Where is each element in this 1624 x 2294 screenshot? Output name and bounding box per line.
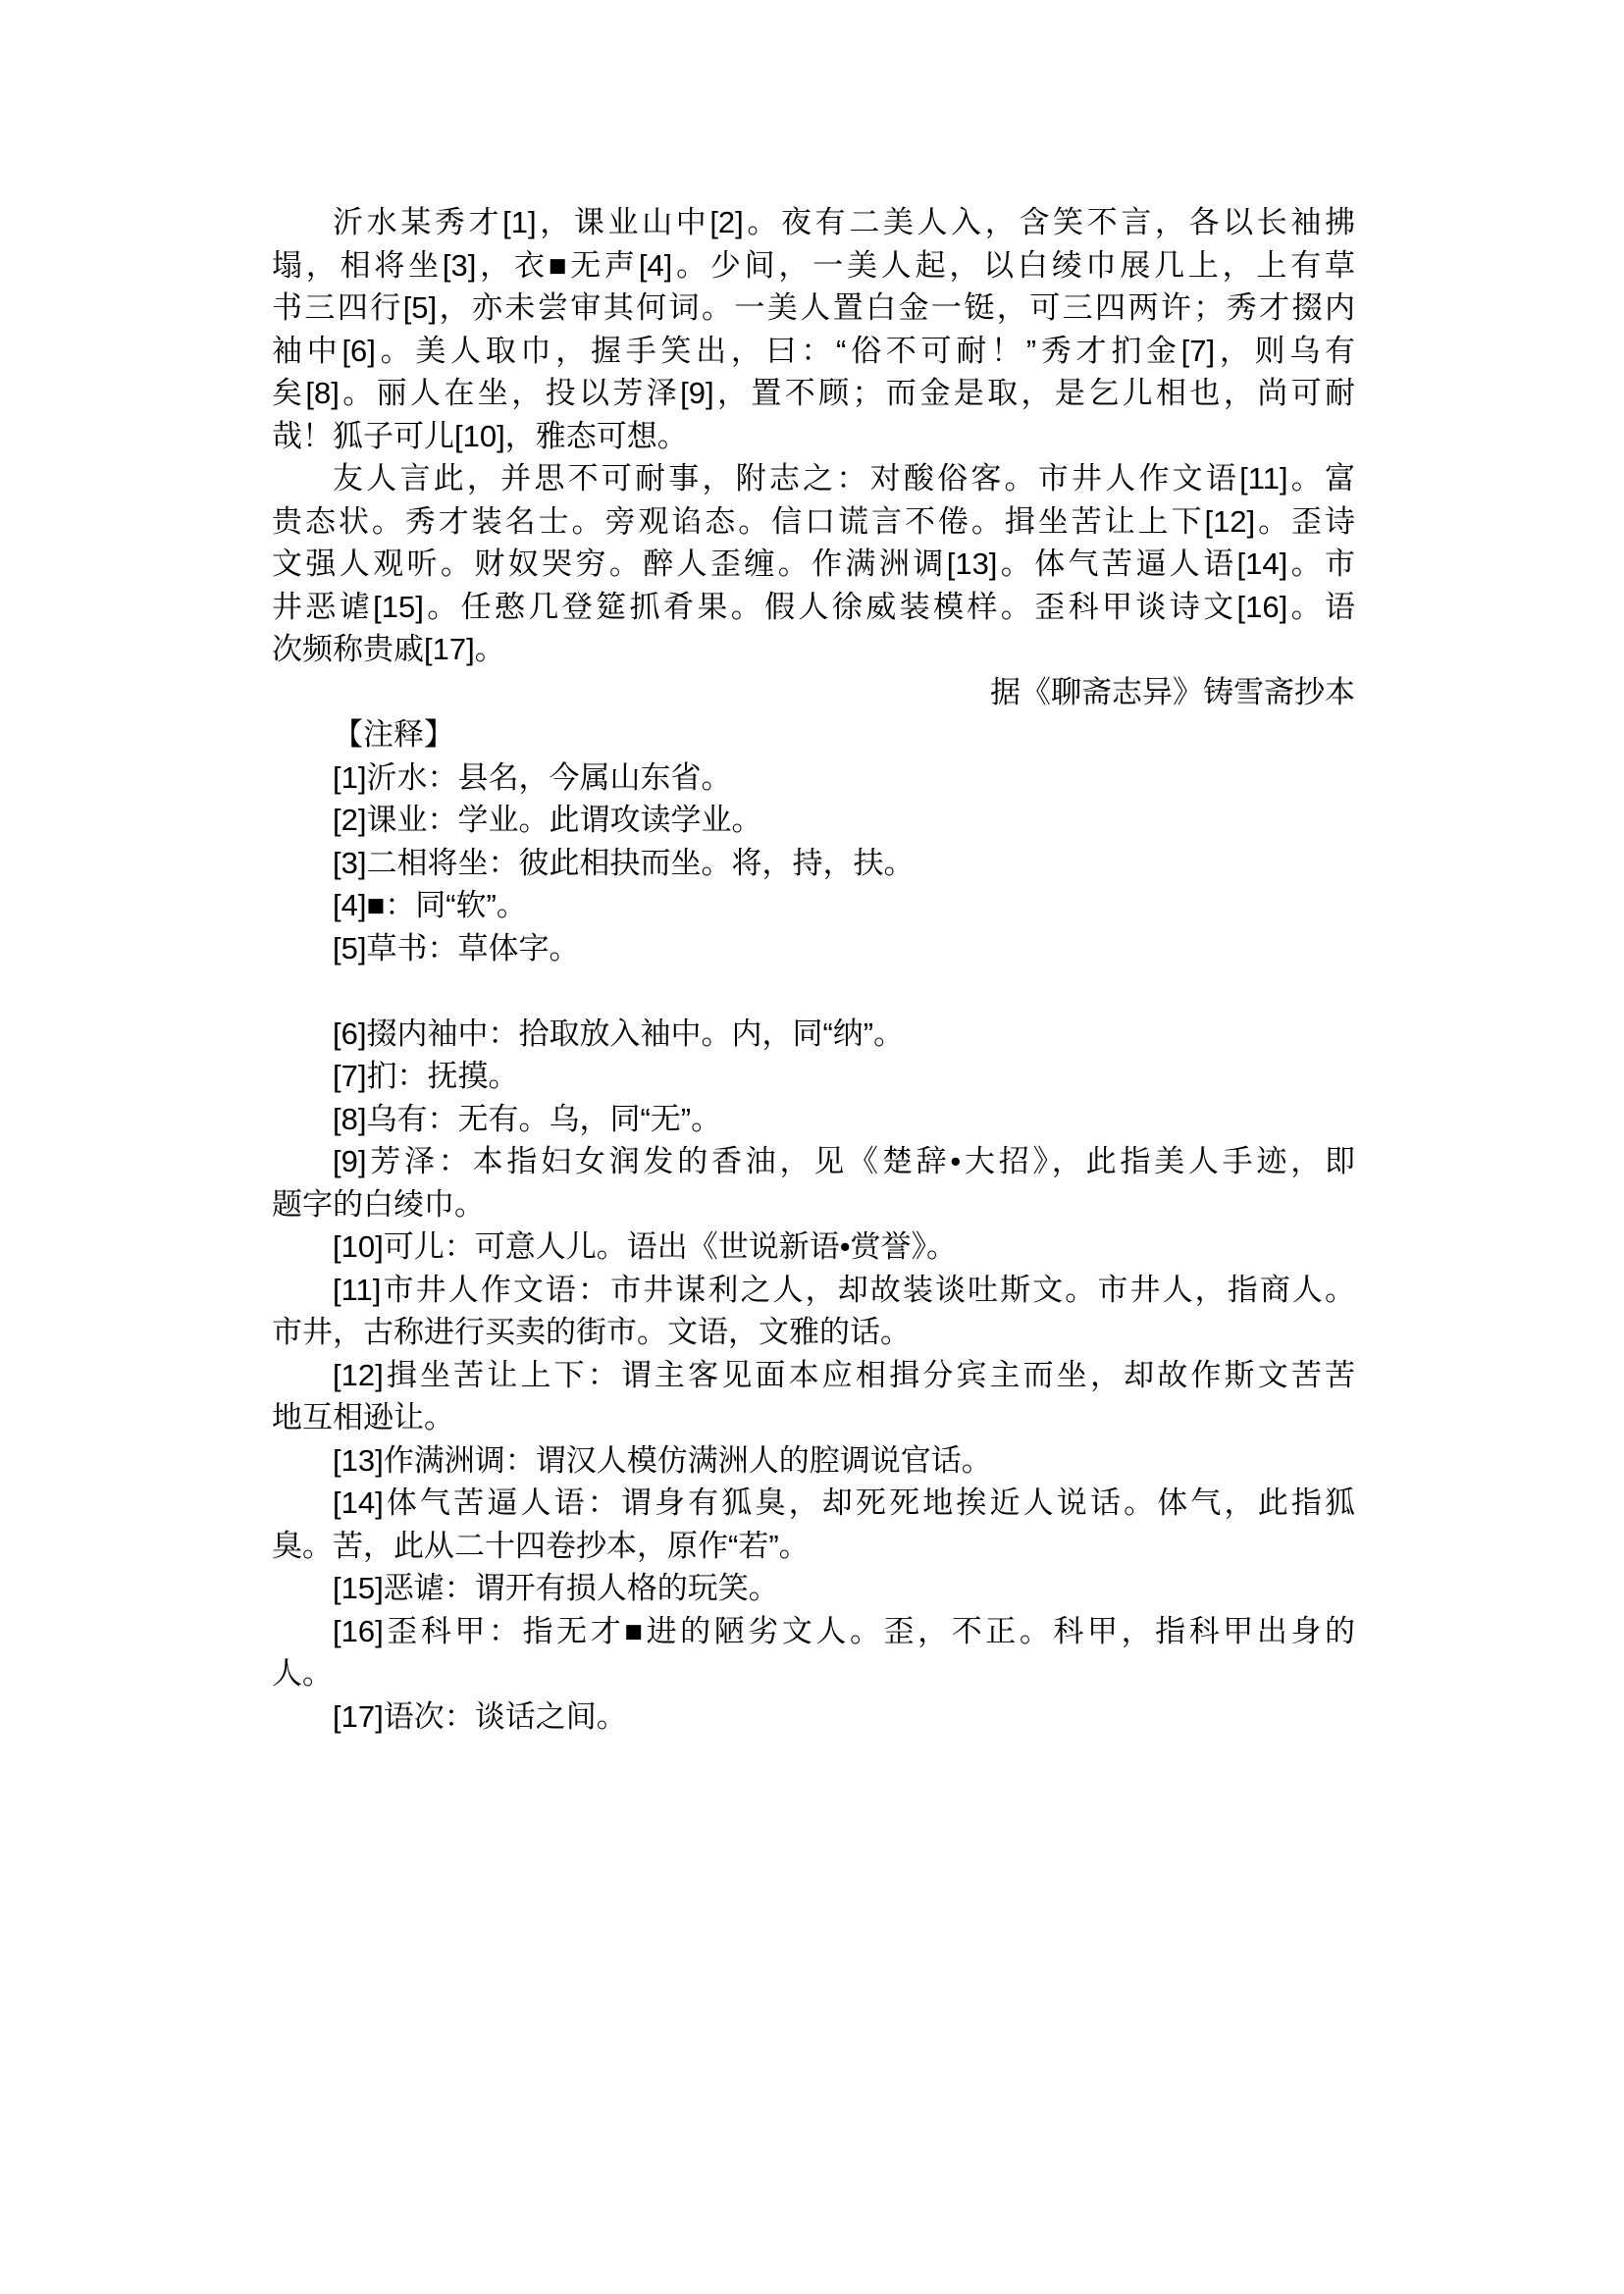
story-paragraph-2: [272, 457, 1355, 671]
text-line: 井恶谑[15]。任憨几登筵抓肴果。假人徐威装模样。歪科甲谈诗文[16]。语: [272, 589, 1355, 624]
text-line: 哉！狐子可儿[10]，雅态可想。: [272, 418, 688, 453]
note-line: [11]市井人作文语：市井谋利之人，却故装谈吐斯文。市井人，指商人。: [333, 1272, 1355, 1307]
text-line: 袖中[6]。美人取巾，握手笑出，曰：“俗不可耐！”秀才扪金[7]，则乌有: [272, 333, 1355, 368]
note-line: [9]芳泽：本指妇女润发的香油，见《楚辞•大招》，此指美人手迹，即: [333, 1144, 1355, 1178]
text-line: 次频称贵戚[17]。: [272, 632, 505, 666]
note-line: [3]二相将坐：彼此相抉而坐。将，持，扶。: [333, 845, 915, 880]
text-line: 友人言此，并思不可耐事，附志之：对酸俗客。市井人作文语[11]。富: [333, 461, 1355, 495]
note-line: [2]课业：学业。此谓攻读学业。: [333, 803, 762, 837]
annotations-header: 【注释】: [333, 717, 454, 752]
note-line: [14]体气苦逼人语：谓身有狐臭，却死死地挨近人说话。体气，此指狐: [333, 1486, 1355, 1520]
source-attribution: 据《聊斋志异》铸雪斋抄本: [990, 674, 1355, 709]
note-line: [13]作满洲调：谓汉人模仿满洲人的腔调说官话。: [333, 1442, 992, 1478]
note-line: 人。: [272, 1656, 333, 1691]
text-line: 沂水某秀才[1]，课业山中[2]。夜有二美人入，含笑不言，各以长袖拂: [333, 205, 1355, 239]
story-paragraph-1: [272, 201, 1355, 457]
text-line: 贵态状。秀才装名士。旁观谄态。信口谎言不倦。揖坐苦让上下[12]。歪诗: [272, 503, 1355, 539]
note-line: [8]乌有：无有。乌，同“无”。: [333, 1101, 722, 1136]
note-line: [1]沂水：县名，今属山东省。: [333, 759, 732, 795]
note-line: 地互相逊让。: [272, 1400, 454, 1434]
note-line: 市井，古称进行买卖的街市。文语，文雅的话。: [272, 1315, 911, 1349]
note-line: [4]■：同“软”。: [333, 888, 527, 922]
note-line: [12]揖坐苦让上下：谓主客见面本应相揖分宾主而坐，却故作斯文苦苦: [333, 1357, 1355, 1392]
text-line: 塌，相将坐[3]，衣■无声[4]。少间，一美人起，以白绫巾展几上，上有草: [272, 247, 1355, 283]
annotations-section: [272, 713, 1355, 1738]
note-line: [5]草书：草体字。: [333, 930, 580, 965]
text-content: [272, 201, 1355, 1738]
note-line: [6]掇内袖中：拾取放入袖中。内，同“纳”。: [333, 1016, 905, 1051]
note-line: [10]可儿：可意人儿。语出《世说新语•赏誉》。: [333, 1229, 958, 1264]
text-line: 书三四行[5]，亦未尝审其何词。一美人置白金一铤，可三四两许；秀才掇内: [272, 290, 1355, 325]
note-line: [17]语次：谈话之间。: [333, 1698, 627, 1734]
note-line: 臭。苦，此从二十四卷抄本，原作“若”。: [272, 1528, 810, 1563]
note-line: [15]恶谑：谓开有损人格的玩笑。: [333, 1571, 779, 1605]
text-line: 矣[8]。丽人在坐，投以芳泽[9]，置不顾；而金是取，是乞儿相也，尚可耐: [272, 376, 1355, 410]
note-line: [16]歪科甲：指无才■进的陋劣文人。歪，不正。科甲，指科甲出身的: [333, 1613, 1355, 1648]
text-line: 文强人观听。财奴哭穷。醉人歪缠。作满洲调[13]。体气苦逼人语[14]。市: [272, 547, 1355, 581]
blank-line: [272, 969, 1355, 1013]
note-line: [7]扪：抚摸。: [333, 1059, 519, 1093]
note-line: 题字的白绫巾。: [272, 1186, 485, 1222]
